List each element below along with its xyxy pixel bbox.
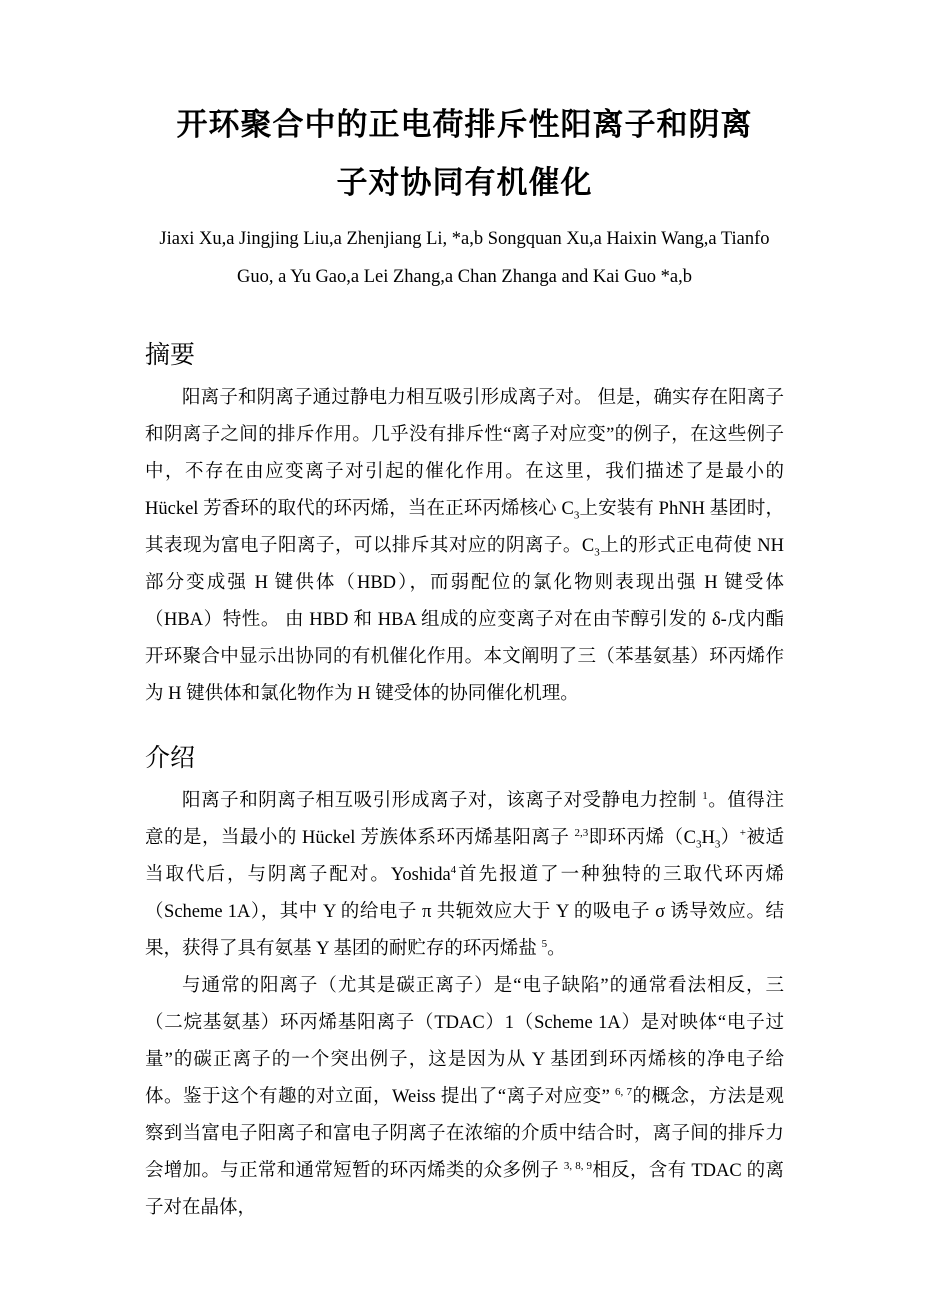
author-line-1: Jiaxi Xu,a Jingjing Liu,a Zhenjiang Li, *a,b Songquan Xu,a Haixin Wang,a Tianfo [159, 229, 770, 249]
paper-title-line-1: 开环聚合中的正电荷排斥性阳离子和阴离 [176, 107, 753, 142]
paper-title-line-2: 子对协同有机催化 [336, 165, 593, 200]
author-line-2: Guo, a Yu Gao,a Lei Zhang,a Chan Zhanga and Kai Guo *a,b [237, 267, 692, 287]
author-list [145, 220, 784, 296]
introduction-paragraph-2: 与通常的阳离子（尤其是碳正离子）是“电子缺陷”的通常看法相反，三（二烷基氨基）环丙烯基阳离子（TDAC）1（Scheme 1A）是对映体“电子过量”的碳正离子的一个突出例子，这是因为从 Y 基团到环丙烯核的净电子给体。鉴于这个有趣的对立面，Weiss 提出了“离子对应变” $^{6, 7}$的概念，方法是观察到当富电子阳离子和富电子阴离子在浓缩的介质中结合时，离子间的排斥力会增加。与正常和通常短暂的环丙烯类的众多例子 $^{3, 8, 9}$相反，含有 TDAC 的离子对在晶体， [145, 976, 785, 1218]
introduction-paragraph-1: 阳离子和阴离子相互吸引形成离子对，该离子对受静电力控制 $^1$。值得注意的是，当最小的 Hückel 芳族体系环丙烯基阳离子 $^{2,3}$即环丙烯$(C_3H_3)^+$被适当取代后，与阴离子配对。Yoshida$^4$首先报道了一种独特的三取代环丙烯（Scheme 1A），其中 Y 的给电子 π 共轭效应大于 Y 的吸电子 σ 诱导效应。结果，获得了具有氨基 Y 基团的耐贮存的环丙烯盐 $^5$。 [145, 789, 784, 959]
section-heading-abstract: 摘要 [145, 341, 196, 369]
paper-title [145, 96, 784, 212]
abstract-paragraph: 阳离子和阴离子通过静电力相互吸引形成离子对。 但是，确实存在阳离子和阴离子之间的排斥作用。几乎没有排斥性“离子对应变”的例子，在这些例子中，不存在由应变离子对引起的催化作用。在这里，我们描述了是最小的 Hückel 芳香环的取代的环丙烯，当在正环丙烯核心 $C_3$上安装有 PhNH 基团时，其表现为富电子阳离子，可以排斥其对应的阴离子。$C_3$上的形式正电荷使 NH 部分变成强 H 键供体（HBD），而弱配位的氯化物则表现出强 H 键受体（HBA）特性。 由 HBD 和 HBA 组成的应变离子对在由苄醇引发的 δ-戊内酯开环聚合中显示出协同的有机催化作用。本文阐明了三（苯基氨基）环丙烯作为 H 键供体和氯化物作为 H 键受体的协同催化机理。 [145, 388, 785, 704]
section-heading-introduction: 介绍 [145, 744, 196, 772]
